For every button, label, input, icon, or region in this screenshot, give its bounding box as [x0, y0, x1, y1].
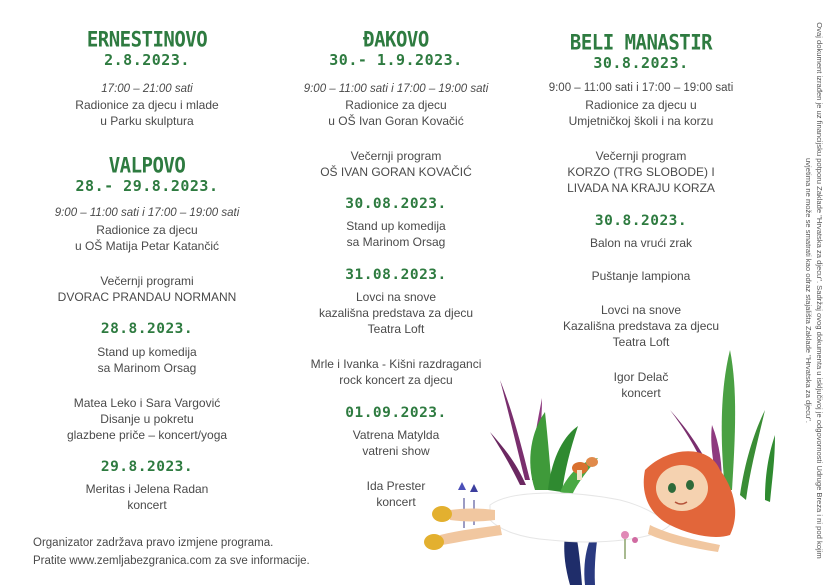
event-line: Lovci na snove: [600, 303, 682, 317]
girl-lying-in-grass-illustration: [420, 340, 780, 585]
workshop-time: 9:00 – 11:00 sati i 17:00 – 19:00 sati: [303, 83, 489, 95]
location-title: ĐAKOVO: [363, 27, 429, 53]
footer-website-note: Pratite www.zemljabezgranica.com za sve informacije.: [33, 555, 310, 567]
event-line: Stand up komedija: [97, 345, 197, 359]
evening-place: OŠ IVAN GORAN KOVAČIĆ: [320, 165, 472, 179]
workshop-place: Umjetničkoj školi i na korzu: [568, 114, 714, 128]
workshop-line: Radionice za djecu u: [585, 98, 697, 112]
event-line: Puštanje lampiona: [591, 269, 691, 283]
workshop-time: 9:00 – 11:00 sati i 17:00 – 19:00 sati: [54, 207, 240, 219]
location-title: VALPOVO: [108, 153, 186, 179]
event-date: 30.8.2023.: [594, 213, 688, 229]
workshop-time: 17:00 – 21:00 sati: [101, 83, 193, 95]
location-date: 28.- 29.8.2023.: [75, 177, 219, 195]
event-line: koncert: [127, 498, 167, 512]
event-line: glazbene priče – koncert/yoga: [66, 428, 228, 442]
evening-label: Večernji program: [595, 149, 687, 163]
event-date: 31.08.2023.: [345, 267, 447, 283]
event-line: koncert: [376, 495, 416, 509]
location-date: 30.- 1.9.2023.: [329, 51, 463, 69]
event-line: Teatra Loft: [612, 335, 670, 349]
event-date: 29.8.2023.: [100, 459, 194, 475]
event-line: sa Marinom Orsag: [97, 361, 197, 375]
location-date: 2.8.2023.: [104, 51, 190, 69]
green-bush-left: [530, 412, 598, 495]
evening-place: KORZO (TRG SLOBODE) I: [567, 165, 715, 179]
event-date: 30.08.2023.: [345, 196, 447, 212]
location-title: BELI MANASTIR: [569, 30, 713, 56]
workshop-line: Radionice za djecu: [345, 98, 447, 112]
event-line: Matea Leko i Sara Vargović: [73, 396, 221, 410]
event-line: koncert: [621, 386, 661, 400]
event-date: 01.09.2023.: [345, 405, 447, 421]
event-line: Teatra Loft: [367, 322, 425, 336]
location-title: ERNESTINOVO: [86, 27, 208, 53]
footer-note: Organizator zadržava pravo izmjene programa.: [33, 537, 274, 549]
event-line: kazališna predstava za djecu: [318, 306, 474, 320]
event-line: Stand up komedija: [346, 219, 446, 233]
evening-place: LIVADA NA KRAJU KORZA: [567, 181, 715, 195]
event-line: vatreni show: [362, 444, 430, 458]
event-line: Disanje u pokretu: [100, 412, 194, 426]
evening-label: Večernji program: [350, 149, 442, 163]
workshop-line: Radionice za djecu i mlade: [75, 98, 219, 112]
workshop-place: u OŠ Matija Petar Katančić: [74, 239, 220, 253]
disclaimer-vertical: [792, 8, 824, 573]
event-date: 28.8.2023.: [100, 321, 194, 337]
workshop-line: Radionice za djecu: [96, 223, 198, 237]
event-line: Vatrena Matylda: [352, 428, 440, 442]
evening-label: Večernji programi: [100, 274, 194, 288]
footer: [33, 534, 310, 570]
event-line: Mrle i Ivanka - Kišni razdraganci: [310, 357, 482, 371]
location-date: 30.8.2023.: [593, 54, 689, 72]
event-line: Kazališna predstava za djecu: [562, 319, 720, 333]
event-line: Igor Delač: [613, 370, 669, 384]
event-line: rock koncert za djecu: [339, 373, 453, 387]
event-line: Meritas i Jelena Radan: [85, 482, 209, 496]
workshop-time: 9:00 – 11:00 sati i 17:00 – 19:00 sati: [548, 82, 734, 94]
event-line: sa Marinom Orsag: [346, 235, 446, 249]
event-line: Lovci na snove: [355, 290, 437, 304]
disclaimer-text: Ovaj dokument izrađen je uz financijsku potporu Zaklade "Hrvatska za djecu". Sadržaj ovog dokumenta u isključivoj je odgovornosti Udruge Breza i ni pod kojim uvjetima ne može se smatrati kao odraz stajališta Zaklade "Hrvatska za djecu".: [804, 22, 824, 559]
event-line: Ida Prester: [366, 479, 426, 493]
workshop-place: u OŠ Ivan Goran Kovačić: [328, 114, 464, 128]
event-line: Balon na vrući zrak: [589, 236, 693, 250]
workshop-place: u Parku skulptura: [100, 114, 194, 128]
evening-place: DVORAC PRANDAU NORMANN: [57, 290, 237, 304]
